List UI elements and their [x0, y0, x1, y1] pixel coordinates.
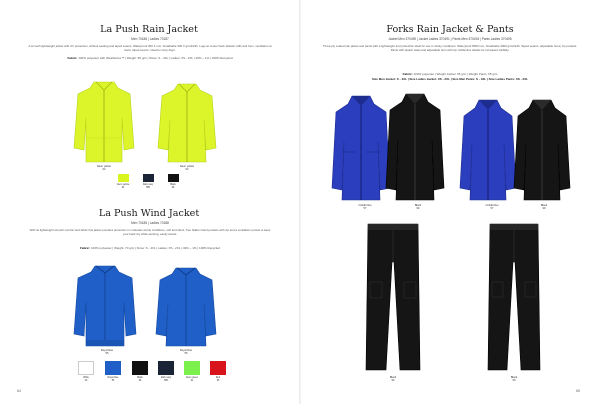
- swatch-neon-yellow[interactable]: [118, 174, 129, 182]
- forks-jacket-ladies-blue-image: [458, 96, 518, 202]
- rain-jacket-specs-text: 100% polyester with Weathertex™ | Weight: 95 g/m | Sizes: S - 4XL | Ladies: XS - 2XL | 40% ~ 1% | 100% Recycled: [78, 56, 233, 60]
- rain-jacket-specs-label: Fabric:: [67, 56, 78, 60]
- rain-jacket-men-caption: [84, 165, 124, 171]
- rain-jacket-description: A smooth lightweight jacket with UV protection, without seating and taped seams. Waterproof 300 X mm, breathable 300 X g/m2/24h. Logo at center back. Elastic cuffs and hem, ventilation at back, taped seams. Ideal for rainy days.: [28, 44, 272, 53]
- forks-meta: Jacket Men 370490 | Jacket Ladies 370491 | Pants Men 370494 | Pants Ladies 370495: [388, 37, 512, 41]
- swatch-caption: [76, 377, 96, 383]
- caption-color: Black: [540, 204, 548, 207]
- swatch-label: Dark navy: [160, 377, 172, 379]
- caption-code: 99: [391, 379, 395, 382]
- swatch-caption: [163, 184, 183, 190]
- forks-specs: [318, 72, 582, 76]
- rain-jacket-specs: [30, 56, 270, 60]
- swatch-code: 99: [171, 186, 175, 189]
- rain-jacket-meta: Men 70186 | Ladies 70187: [131, 37, 169, 41]
- swatch-code: 35: [216, 379, 220, 382]
- swatch-code: 585: [146, 186, 150, 189]
- swatch-black[interactable]: [168, 174, 179, 182]
- swatch-royal-blue[interactable]: [105, 361, 121, 375]
- caption-code: 62: [185, 168, 189, 171]
- caption-color: Black: [510, 376, 518, 379]
- caption-code: 99: [512, 379, 516, 382]
- forks-jacket-men-blue-image: [330, 92, 392, 202]
- swatch-code: 00: [84, 379, 88, 382]
- wind-jacket-specs-label: Fabric:: [80, 246, 91, 250]
- wind-jacket-ladies-image: [154, 264, 218, 348]
- page-number-right: 65: [576, 389, 580, 393]
- swatch-label: Red: [215, 377, 221, 379]
- swatch-label: White: [83, 377, 89, 379]
- caption-code: 57: [490, 207, 494, 210]
- caption-code: 55: [105, 352, 109, 355]
- rain-jacket-ladies-caption: [167, 165, 207, 171]
- wind-jacket-specs-text: 100% polyester | Weight: 70 g/m | Sizes: S - 4XL | Ladies: XS - 2XL | 40% ~ 1% | 100% Recycled: [90, 246, 220, 250]
- forks-pants-ladies-caption: [494, 376, 534, 382]
- swatch-white[interactable]: [78, 361, 94, 375]
- swatch-red[interactable]: [210, 361, 226, 375]
- wind-jacket-men-caption: [87, 349, 127, 355]
- forks-title: Forks Rain Jacket & Pants: [386, 24, 514, 35]
- forks-pants-ladies-image: [486, 222, 542, 372]
- swatch-code: 585: [164, 379, 168, 382]
- rain-jacket-men-image: [72, 78, 136, 164]
- swatch-label: Dark navy: [142, 184, 154, 186]
- caption-code: 55: [184, 352, 188, 355]
- forks-specs-text: 100% polyester | Weight Jacket: 95 g/m | Weight Pants: 95 g/m: [413, 72, 498, 76]
- page-gutter: [299, 0, 301, 404]
- forks-jacket-men-blue-caption: [345, 204, 385, 210]
- wind-jacket-description: With its lightweight smooth comfort and fabric this jacket provides protection in moderate windy conditions, soft and silent. Two hidden hand pockets with zip and a ventilation pocket to keep your back dry while working, easily stored.: [29, 228, 271, 237]
- caption-color: Neon yellow: [96, 165, 112, 168]
- forks-jacket-ladies-blue-caption: [472, 204, 512, 210]
- wind-jacket-specs: [30, 246, 270, 250]
- swatch-code: 55: [111, 379, 115, 382]
- swatch-caption: [130, 377, 150, 383]
- forks-jacket-men-black-image: [384, 90, 446, 202]
- swatch-neon-green[interactable]: [184, 361, 200, 375]
- forks-jacket-ladies-black-caption: [524, 204, 564, 210]
- wind-jacket-men-image: [72, 262, 138, 348]
- caption-code: 99: [542, 207, 546, 210]
- wind-jacket-ladies-caption: [166, 349, 206, 355]
- swatch-code: 99: [138, 379, 142, 382]
- caption-code: 57: [363, 207, 367, 210]
- caption-color: Cobalt blue: [485, 204, 499, 207]
- swatch-dark-navy[interactable]: [158, 361, 174, 375]
- caption-color: Royal blue: [100, 349, 114, 352]
- forks-pants-men-caption: [373, 376, 413, 382]
- swatch-label: Black: [170, 184, 176, 186]
- caption-code: 99: [416, 207, 420, 210]
- wind-jacket-meta: Men 70185 | Ladies 70188: [131, 221, 169, 225]
- swatch-caption: [182, 377, 202, 383]
- swatch-black[interactable]: [132, 361, 148, 375]
- forks-jacket-ladies-black-image: [512, 96, 572, 202]
- caption-color: Cobalt blue: [358, 204, 372, 207]
- swatch-caption: [156, 377, 176, 383]
- caption-color: Black: [414, 204, 422, 207]
- swatch-code: 61: [190, 379, 194, 382]
- swatch-caption: [208, 377, 228, 383]
- wind-jacket-title: La Push Wind Jacket: [98, 208, 200, 219]
- forks-jacket-men-black-caption: [398, 204, 438, 210]
- swatch-label: Black: [137, 377, 143, 379]
- swatch-caption: [113, 184, 133, 190]
- swatch-caption: [138, 184, 158, 190]
- caption-color: Black: [389, 376, 397, 379]
- caption-color: Royal blue: [179, 349, 193, 352]
- forks-pants-men-image: [364, 222, 422, 372]
- swatch-dark-navy[interactable]: [143, 174, 154, 182]
- forks-specs-label: Fabric:: [402, 72, 413, 76]
- forks-description: Three-ply coated rain jacket and pants with a lightweight and protection ideal for use in windy conditions. Waterproof 8000 mm, breathable 3000 g/m2/24h. Taped seams, adjustable hood, zip pockets. Pants with elastic waist and adjustable hem with zip. Reflective details for increased visibility.: [322, 44, 578, 53]
- swatch-label: Royal blue: [107, 377, 119, 379]
- caption-code: 62: [102, 168, 106, 171]
- swatch-label: Neon yellow: [116, 184, 130, 186]
- rain-jacket-title: La Push Rain Jacket: [100, 24, 198, 35]
- swatch-caption: [103, 377, 123, 383]
- swatch-code: 62: [121, 186, 125, 189]
- rain-jacket-ladies-image: [156, 80, 218, 164]
- caption-color: Neon yellow: [179, 165, 195, 168]
- page-number-left: 64: [17, 389, 21, 393]
- swatch-label: Neon green: [185, 377, 198, 379]
- forks-specs-sizes: Size Men Jacket: S - 4XL | Size Ladies Jacket: XS - 2XL | Size Men Pants: S - 4XL | Size Ladies Pants: XS - 2XL: [371, 77, 529, 81]
